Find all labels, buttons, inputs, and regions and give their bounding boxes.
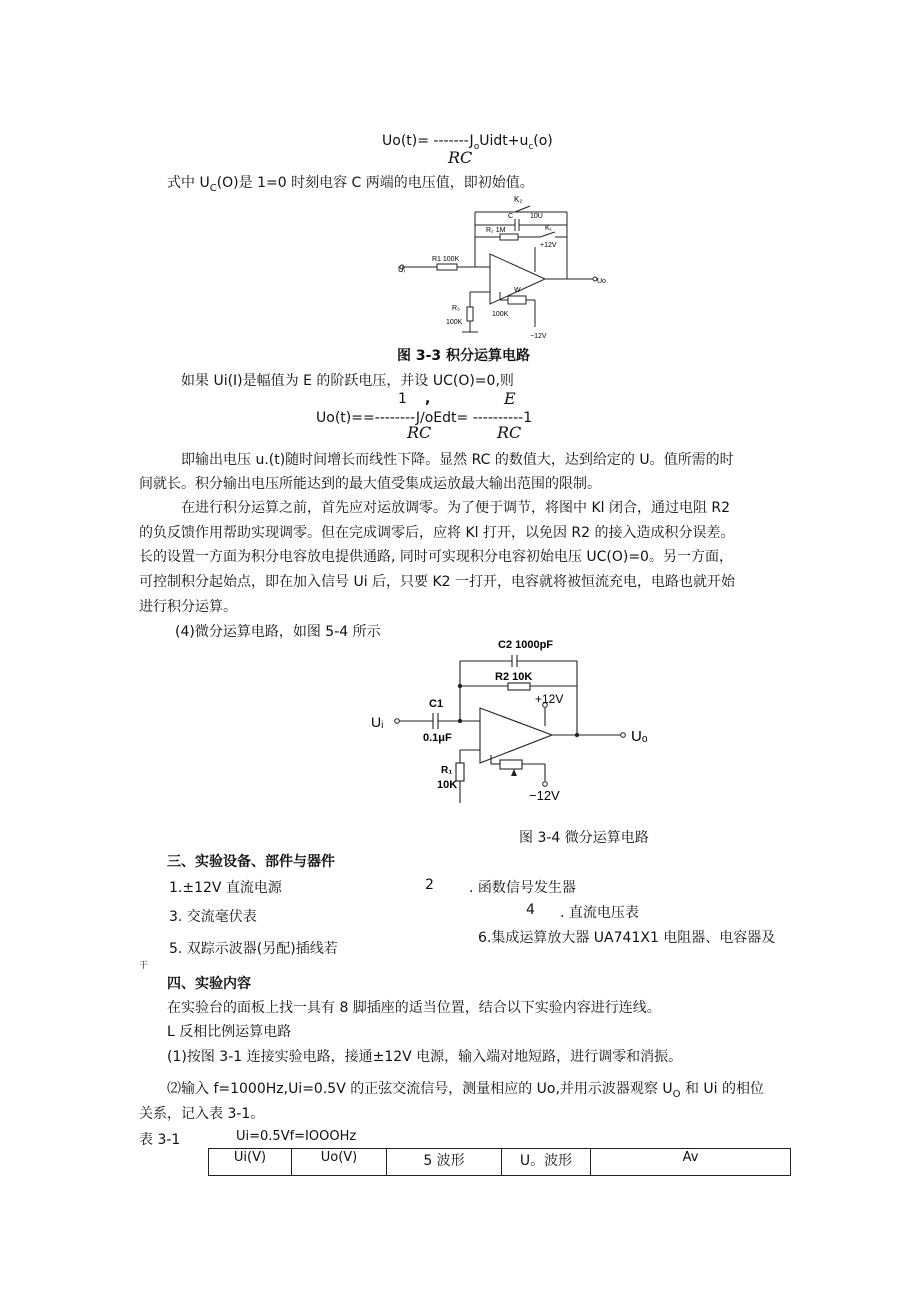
- section4-sub1: L 反相比例运算电路: [167, 1024, 292, 1040]
- vplus-label: +12V: [535, 692, 564, 706]
- equip-item-3: 3. 交流毫伏表: [169, 909, 257, 925]
- formula2-den2: RC: [497, 423, 522, 442]
- c-value: 10U: [530, 213, 543, 220]
- table31-label: 表 3-1: [139, 1132, 181, 1148]
- section4-step1: (1)按图 3-1 连接实验电路，接通±12V 电源，输入端对地短路，进行调零和消振。: [167, 1049, 683, 1065]
- c1-label: C1: [429, 698, 444, 710]
- formula2-comma: ,: [425, 391, 431, 407]
- r3-value: 100K: [446, 319, 463, 326]
- uo-label: Uₒ: [631, 728, 648, 745]
- vminus-label: −12V: [530, 333, 547, 340]
- para1-line1: 即输出电压 u.(t)随时间增长而线性下降。显然 RC 的数值大，达到给定的 U。值所需的时: [181, 452, 734, 468]
- formula2-num1: 1: [398, 391, 407, 407]
- formula-denominator: RC: [448, 148, 473, 167]
- table-header-uo-wave: U。波形: [502, 1149, 591, 1176]
- c-label: C: [508, 213, 514, 220]
- table-header-ui-wave: 5 波形: [387, 1149, 502, 1176]
- equip-item-4-num: 4: [526, 902, 535, 918]
- para2-line1: 在进行积分运算之前，首先应对运放调零。为了便于调节，将图中 Kl 闭合，通过电阻 R2: [181, 500, 731, 516]
- k2-label: K₂: [514, 195, 523, 204]
- r3-label: R₃: [452, 305, 460, 312]
- r1-label: R1 100K: [432, 256, 460, 263]
- w-value: 100K: [492, 311, 509, 318]
- uc-description: 式中 $U_C(O)$是 1=0 时刻电容 C 两端的电压值，即初始值。: [167, 175, 534, 194]
- table-header-ui: Ui(V): [209, 1149, 292, 1176]
- equip-item-tail: 干: [139, 961, 149, 971]
- table31-condition: Ui=0.5Vf=IOOOHz: [236, 1129, 357, 1144]
- table31: [208, 1148, 791, 1176]
- formula2-den1: RC: [407, 423, 432, 442]
- equip-item-4: . 直流电压表: [560, 905, 639, 921]
- diff-heading: (4)微分运算电路，如图 5-4 所示: [175, 624, 381, 640]
- c1-value: 0.1μF: [423, 732, 452, 744]
- table-header-av: Av: [591, 1149, 791, 1176]
- fig33-caption: 图 3-3 积分运算电路: [397, 348, 531, 364]
- equip-item-1: 1.±12V 直流电源: [169, 880, 282, 896]
- section4-title: 四、实验内容: [167, 976, 251, 992]
- equip-item-2-num: 2: [425, 877, 434, 893]
- section4-step2b: 关系，记入表 3-1。: [139, 1106, 265, 1122]
- equip-item-5: 5. 双踪示波器(另配)插线若: [169, 941, 338, 957]
- uo-label: Uo: [597, 278, 606, 285]
- integrator-circuit-diagram: [390, 192, 620, 342]
- r2-label: R₂ 1M: [486, 227, 506, 234]
- para2-line2: 的负反馈作用帮助实现调零。但在完成调零后，应将 Kl 打开，以免因 R2 的接入造成积分误差。: [139, 525, 735, 541]
- vminus-label: −12V: [529, 788, 560, 803]
- para1-line2: 间就长。积分输出电压所能达到的最大值受集成运放最大输出范围的限制。: [139, 476, 601, 492]
- para2-line4: 可控制积分起始点，即在加入信号 Ui 后，只要 K2 一打开，电容就将被恒流充电，电路也就开始: [139, 574, 736, 590]
- k1-label: K₁: [545, 225, 553, 232]
- formula2-numE: E: [504, 389, 516, 408]
- differentiator-circuit-diagram: [365, 633, 665, 813]
- section4-intro: 在实验台的面板上找一具有 8 脚插座的适当位置，结合以下实验内容进行连线。: [167, 1000, 661, 1016]
- w-label: W: [514, 287, 521, 294]
- step-voltage-text: 如果 Ui(I)是幅值为 E 的阶跃电压，并设 UC(O)=0,则: [181, 373, 514, 389]
- r1-value: 10K: [437, 779, 458, 791]
- table-header-uo: Uo(V): [292, 1149, 387, 1176]
- para2-line3: 长的设置一方面为积分电容放电提供通路, 同时可实现积分电容初始电压 UC(O)=0。另一方面，: [139, 549, 733, 565]
- equip-item-2: . 函数信号发生器: [469, 880, 576, 896]
- fig34-caption: 图 3-4 微分运算电路: [519, 830, 649, 846]
- r2-label: R2 10K: [495, 671, 533, 683]
- table-header-row: [209, 1149, 791, 1176]
- r1-label: R₁: [441, 765, 453, 776]
- vplus-label: +12V: [540, 242, 557, 249]
- para2-line5: 进行积分运算。: [139, 599, 237, 615]
- ui-label: Uᵢ: [398, 265, 406, 274]
- formula2-main: Uo(t)==--------J∕oEdt= ----------1: [316, 410, 533, 426]
- formula-uo-integral: $Uo(t)= -------J_oUidt+u_c(o)$: [382, 133, 553, 152]
- equip-item-6: 6.集成运算放大器 UA741X1 电阻器、电容器及: [478, 930, 776, 946]
- section3-title: 三、实验设备、部件与器件: [167, 854, 335, 870]
- section4-step2a: ⑵输入 f=1000Hz,Ui=0.5V 的正弦交流信号，测量相应的 Uo,并用示波器观察 $U_O$ 和 Ui 的相位: [167, 1081, 765, 1100]
- ui-label: Uᵢ: [371, 714, 384, 730]
- c2-label: C2 1000pF: [498, 639, 554, 651]
